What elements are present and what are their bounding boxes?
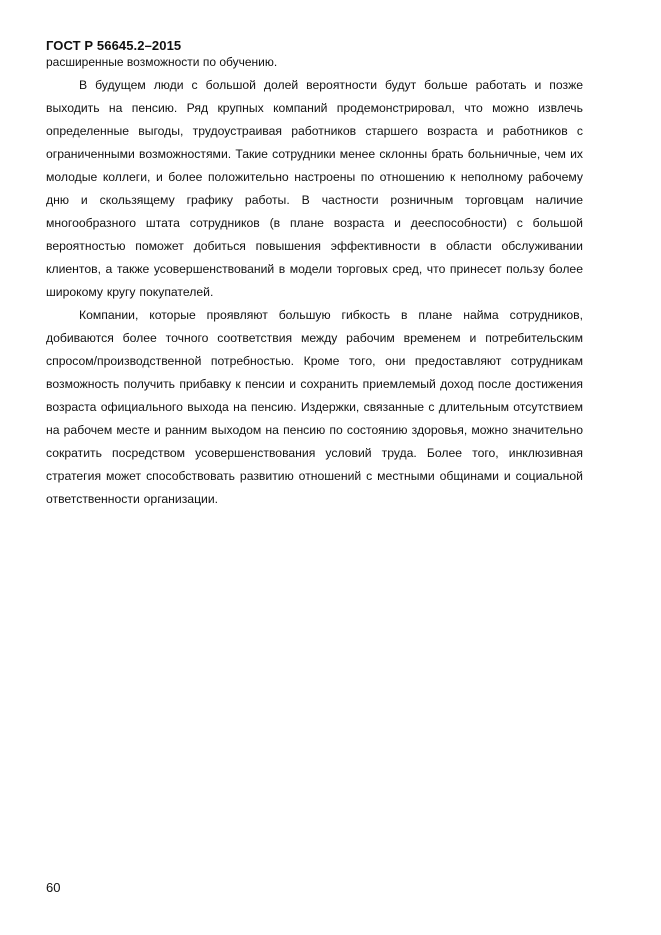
paragraph-retirement: В будущем люди с большой долей вероятности будут больше работать и позже выходить на пенсию. Ряд крупных компаний продемонстрировал, что можно извлечь определенные выгоды, трудоустраивая работников старшего возраста и работников с ограниченными возможностями. Такие сотрудники менее склонны брать больничные, чем их молодые коллеги, и более положительно настроены по отношению к неполному рабочему дню и скользящему графику работы. В частности розничным торговцам наличие многообразного штата сотрудников (в плане возраста и дееспособности) с большой вероятностью поможет добиться повышения эффективности в области обслуживании клиентов, а также усовершенствований в модели торговых сред, что принесет пользу более широкому кругу покупателей.: [46, 78, 583, 299]
paragraph-flexibility: Компании, которые проявляют большую гибкость в плане найма сотрудников, добиваются более точного соответствия между рабочим временем и потребительским спросом/производственной потребностью. Кроме того, они предоставляют сотрудникам возможность получить прибавку к пенсии и сохранить приемлемый доход после достижения возраста официального выхода на пенсию. Издержки, связанные с длительным отсутствием на рабочем месте и ранним выходом на пенсию по состоянию здоровья, можно значительно сократить посредством усовершенствования условий труда. Более того, инклюзивная стратегия может способствовать развитию отношений с местными общинами и социальной ответственности организации.: [46, 308, 583, 506]
document-header: ГОСТ Р 56645.2–2015: [46, 38, 182, 53]
continuation-line: расширенные возможности по обучению.: [46, 55, 278, 69]
body-text: [46, 74, 583, 511]
page-number: 60: [46, 880, 61, 895]
